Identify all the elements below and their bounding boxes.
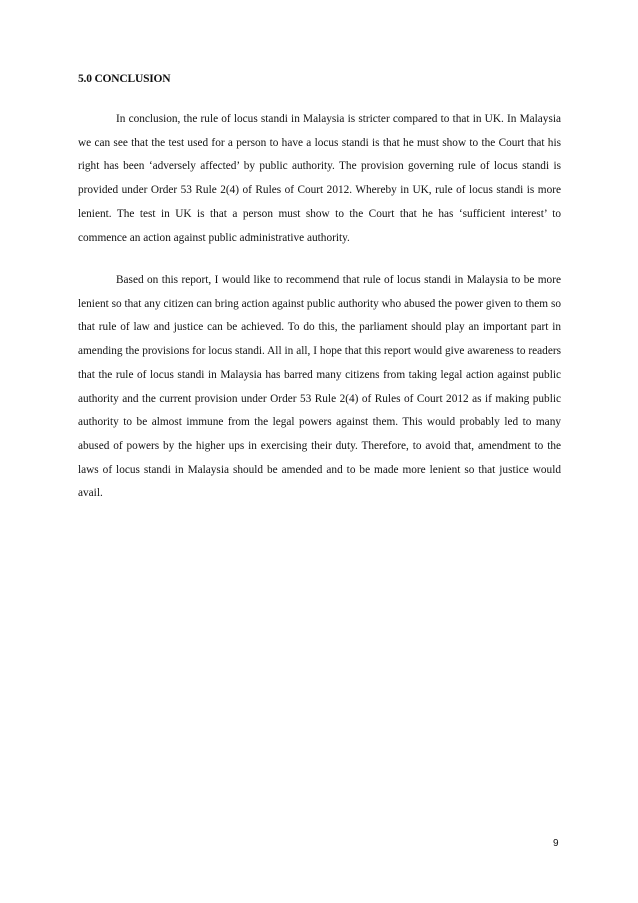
section-heading: 5.0 CONCLUSION [78,73,171,85]
page-number: 9 [553,838,559,849]
conclusion-paragraph-2: Based on this report, I would like to recommend that rule of locus standi in Malaysia to be more lenient so that any citizen can bring action against public authority who abused the power given to them so that rule of law and justice can be achieved. To do this, the parliament should play an important part in amending the provisions for locus standi. All in all, I hope that this report would give awareness to readers that the rule of locus standi in Malaysia has barred many citizens from taking legal action against public authority and the current provision under Order 53 Rule 2(4) of Rules of Court 2012 as if making public authority to be almost immune from the legal powers against them. This would probably led to many abused of powers by the higher ups in exercising their duty. Therefore, to avoid that, amendment to the laws of locus standi in Malaysia should be amended and to be made more lenient so that justice would avail. [78,274,561,500]
conclusion-paragraph-1: In conclusion, the rule of locus standi in Malaysia is stricter compared to that in UK. In Malaysia we can see that the test used for a person to have a locus standi is that he must show to the Court that his right has been ‘adversely affected’ by public authority. The provision governing rule of locus standi is provided under Order 53 Rule 2(4) of Rules of Court 2012. Whereby in UK, rule of locus standi is more lenient. The test in UK is that a person must show to the Court that he has ‘sufficient interest’ to commence an action against public administrative authority. [78,113,561,244]
